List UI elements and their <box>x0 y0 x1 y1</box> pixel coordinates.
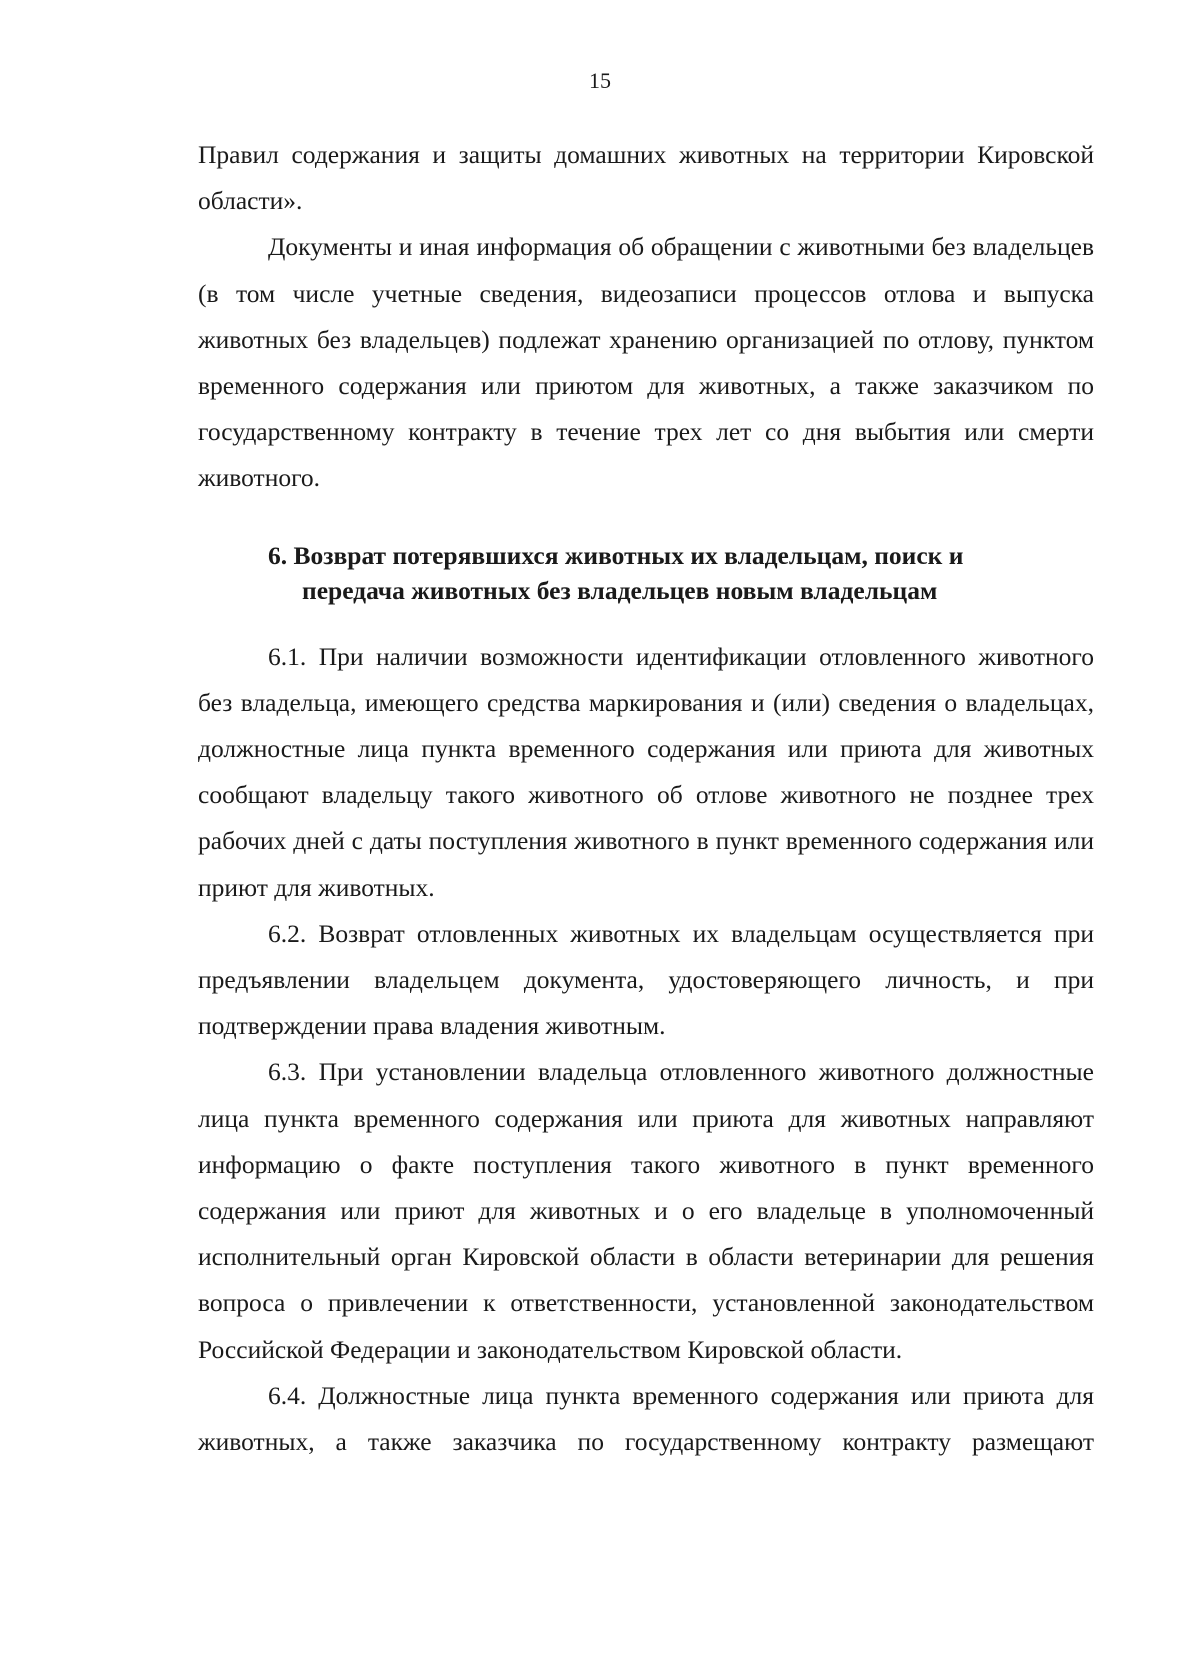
page-number: 15 <box>589 68 611 93</box>
clause-6-3: 6.3. При установлении владельца отловленного животного должностные лица пункта временного содержания или приюта для животных направляют информацию о факте поступления такого животного в пункт временного содержания или приют для животных и о его владельце в уполномоченный исполнительный орган Кировской области в области ветеринарии для решения вопроса о привлечении к ответственности, установленной законодательством Российской Федерации и законодательством Кировской области. <box>198 1057 1094 1364</box>
section-heading-line2: передача животных без владельцев новым владельцам <box>302 575 938 605</box>
document-body <box>198 132 1094 1465</box>
section-heading-line1: 6. Возврат потерявшихся животных их владельцам, поиск и <box>268 540 964 570</box>
clause-6-4: 6.4. Должностные лица пункта временного содержания или приюта для животных, а также заказчика по государственному контракту размещают <box>198 1380 1094 1457</box>
section-heading <box>198 538 1094 608</box>
clause-6-1: 6.1. При наличии возможности идентификации отловленного животного без владельца, имеющего средства маркирования и (или) сведения о владельцах, должностные лица пункта временного содержания или приюта для животных сообщают владельцу такого животного об отлове животного не позднее трех рабочих дней с даты поступления животного в пункт временного содержания или приют для животных. <box>198 641 1094 902</box>
clause-6-2: 6.2. Возврат отловленных животных их владельцам осуществляется при предъявлении владельцем документа, удостоверяющего личность, и при подтверждении права владения животным. <box>198 918 1094 1041</box>
paragraph-documents-storage: Документы и иная информация об обращении с животными без владельцев (в том числе учетные сведения, видеозаписи процессов отлова и выпуска животных без владельцев) подлежат хранению организацией по отлову, пунктом временного содержания или приютом для животных, а также заказчиком по государственному контракту в течение трех лет со дня выбытия или смерти животного. <box>198 232 1094 493</box>
paragraph-continuation: Правил содержания и защиты домашних животных на территории Кировской области». <box>198 140 1094 216</box>
